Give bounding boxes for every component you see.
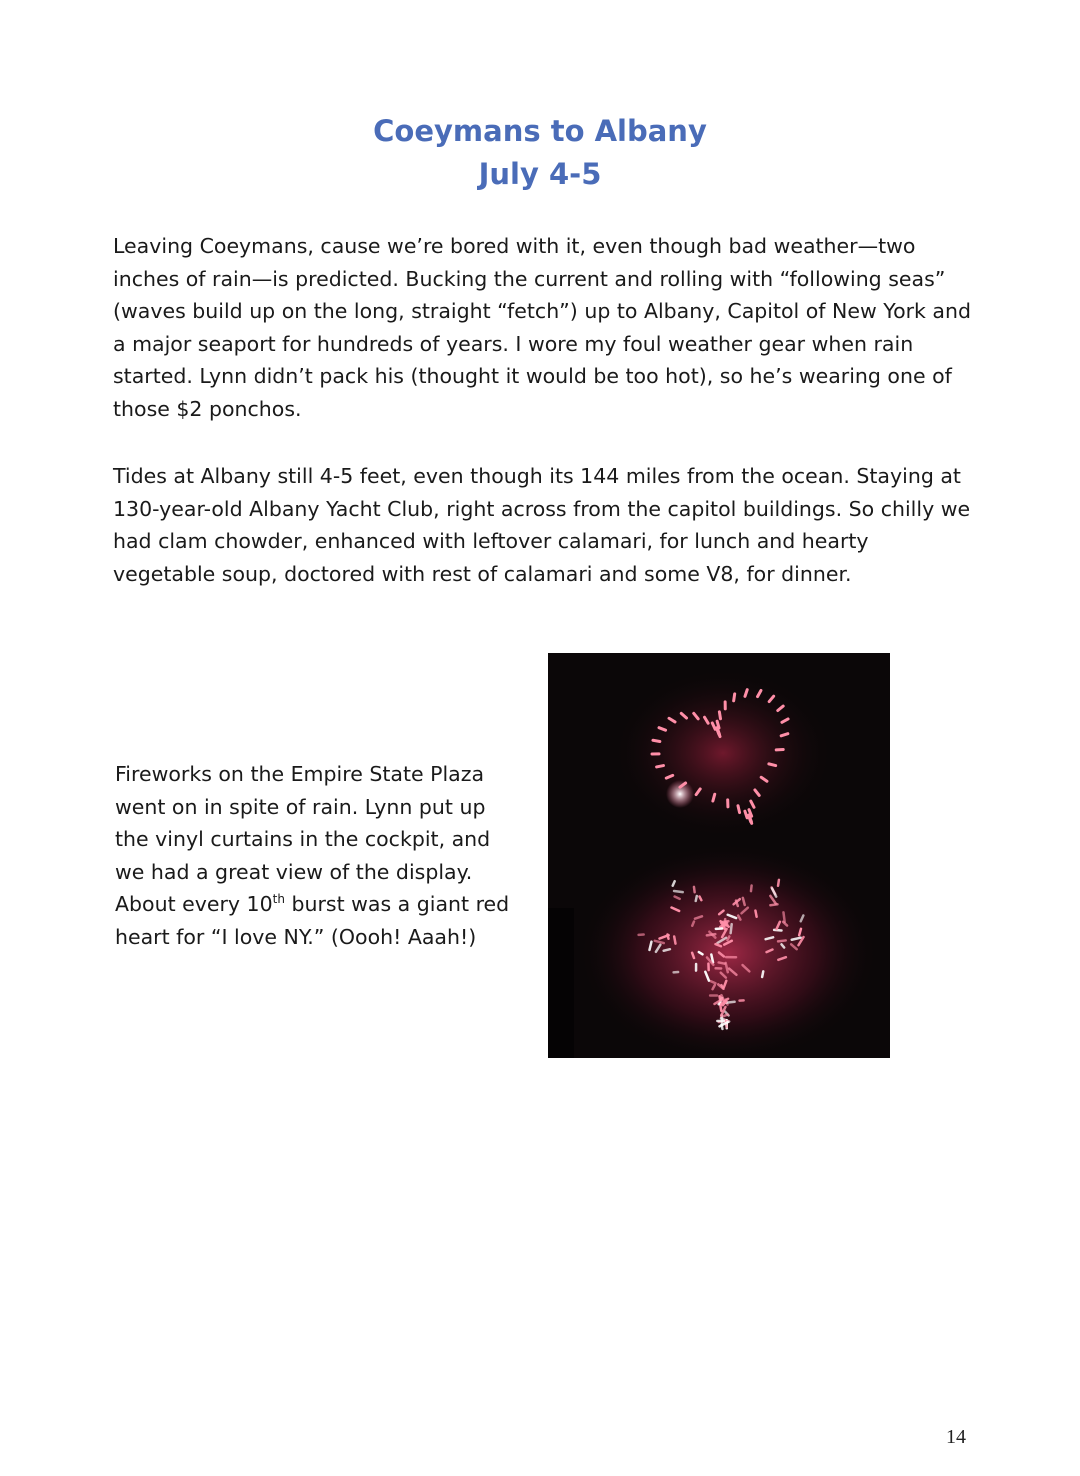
spark	[799, 929, 801, 935]
spark	[727, 936, 729, 940]
spark-dash	[781, 734, 788, 736]
page-number: 14	[946, 1426, 966, 1448]
spark	[783, 912, 784, 921]
title-line-1: Coeymans to Albany	[373, 114, 707, 148]
spark-dash	[769, 764, 776, 766]
spark	[694, 887, 695, 892]
spark	[668, 934, 669, 938]
caption-superscript: th	[272, 892, 285, 907]
fireworks-photo	[548, 653, 890, 1058]
fireworks-image	[548, 653, 890, 1058]
title-line-2: July 4-5	[478, 157, 602, 191]
spark	[719, 962, 725, 963]
paragraph-1: Leaving Coeymans, cause we’re bored with it, even though bad weather—two inches of rain—is predicted. Bucking the current and rolling with “following seas” (waves build up on the long, straight “fetch”) up to Albany, Capitol of New York and a major seaport for hundreds of years. I wore my foul weather gear when rain started. Lynn didn’t pack his (thought it would be too hot), so he’s wearing one of those $2 ponchos.	[113, 234, 971, 421]
flash-burst	[666, 780, 694, 808]
spark	[755, 911, 756, 917]
paragraph-2: Tides at Albany still 4-5 feet, even though its 144 miles from the ocean. Staying at 130-year-old Albany Yacht Club, right across from the capitol buildings. So chilly we had clam chowder, enhanced with leftover calamari, for lunch and hearty vegetable soup, doctored with rest of calamari and some V8, for dinner.	[113, 464, 971, 586]
spark-dash	[653, 740, 660, 741]
spark	[692, 922, 694, 926]
spark	[731, 924, 732, 933]
spark	[696, 896, 697, 901]
spark	[743, 898, 745, 905]
spark	[762, 971, 763, 977]
spark-dash	[738, 806, 740, 813]
dark-silhouette	[548, 908, 574, 1058]
spark	[778, 940, 786, 941]
spark	[674, 891, 683, 892]
caption-text-before: Fireworks on the Empire State Plaza went on in spite of rain. Lynn put up the vinyl curtains in the cockpit, and we had a great view of the display. About every 10	[115, 762, 491, 917]
spark-dash	[719, 712, 720, 719]
spark	[664, 949, 670, 951]
spark	[774, 930, 781, 931]
upper-glow	[613, 668, 833, 838]
spark	[778, 880, 779, 886]
spark-dash	[745, 811, 747, 818]
spark	[751, 886, 752, 892]
spark	[736, 901, 738, 906]
spark	[699, 897, 701, 901]
spark	[674, 936, 675, 943]
page-title	[0, 110, 1080, 196]
spark	[692, 953, 694, 958]
photo-caption	[115, 758, 520, 954]
caption-text-after: burst was a giant red heart for “I love NY.” (Oooh! Aaah!)	[115, 892, 510, 949]
spark-dash	[657, 766, 664, 767]
spark-dash	[734, 694, 735, 701]
lower-glow	[578, 843, 878, 1058]
spark-dash	[713, 794, 715, 801]
spark-dash	[745, 690, 747, 697]
